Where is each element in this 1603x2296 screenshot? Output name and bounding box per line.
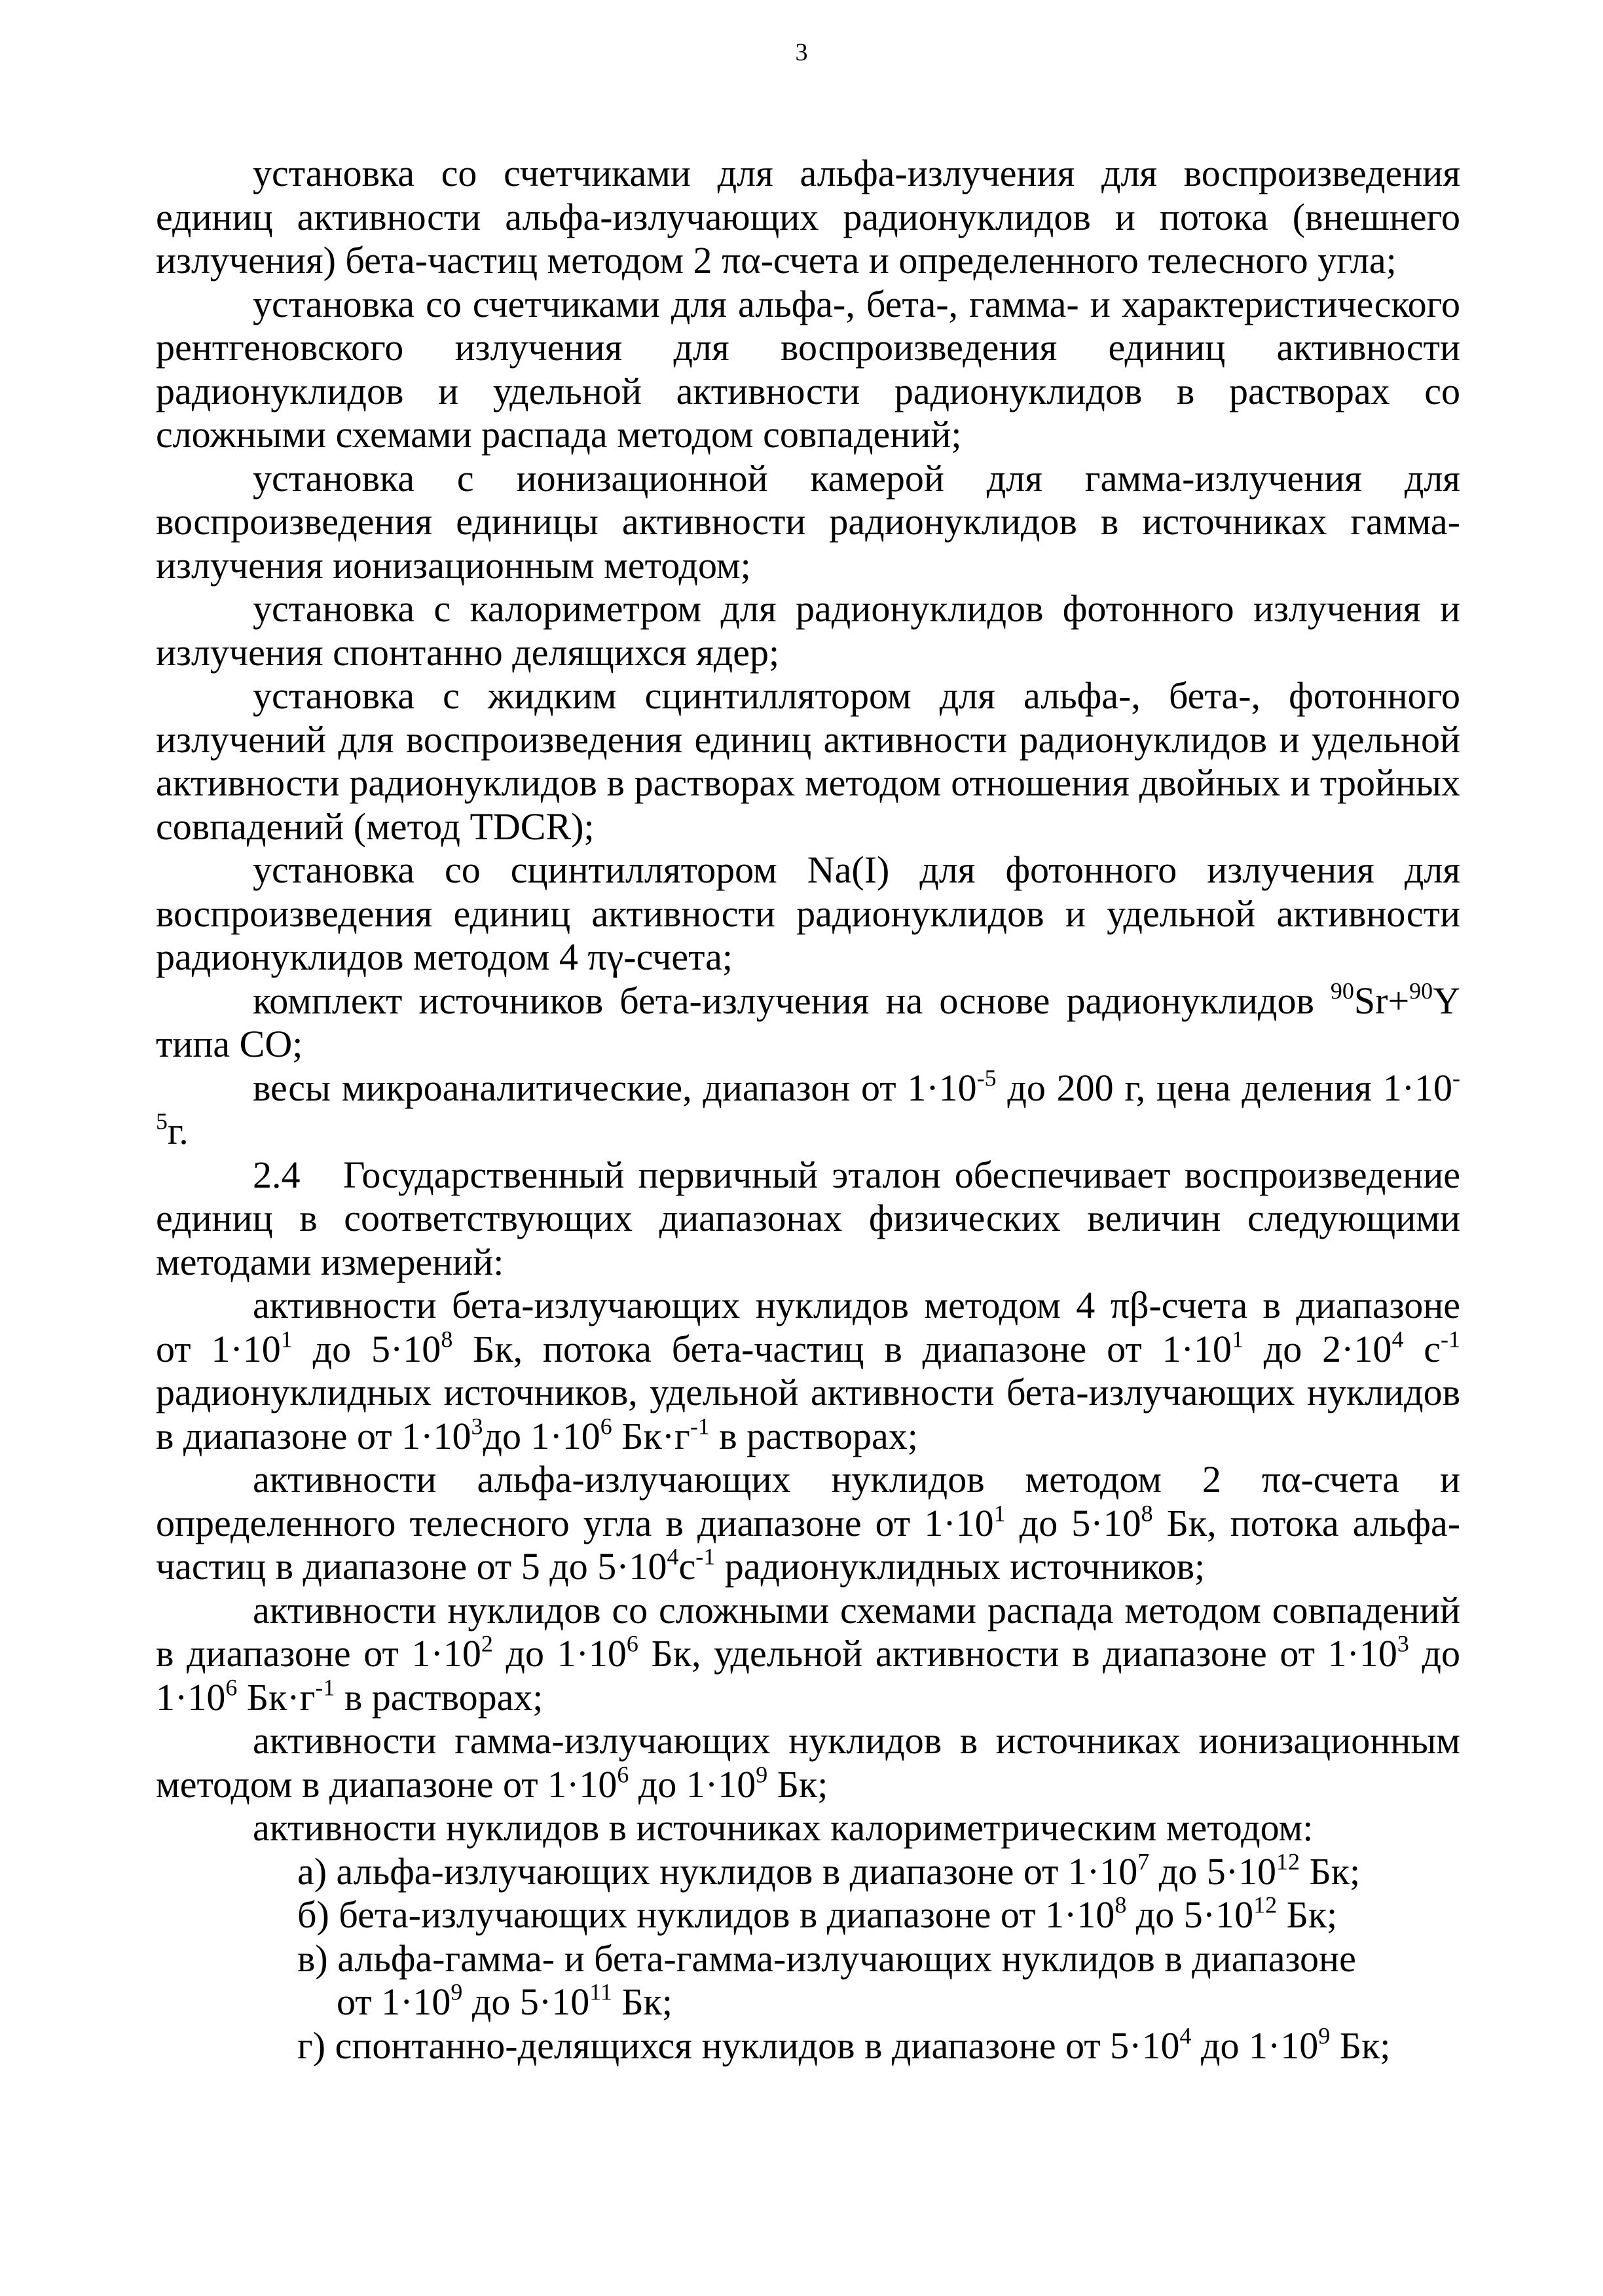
section-2-4: 2.4 Государственный первичный эталон обеспечивает воспроизведение единиц в соответствующих диапазонах физических величин следующими методами измерений: (156, 1153, 1460, 1283)
document-body (156, 152, 1460, 2068)
list-item-a: а) альфа-излучающих нуклидов в диапазоне от $1\cdot 10^7$ до $5\cdot 10^{12}$ Бк; (297, 1848, 1361, 1893)
paragraph-coincidence-counters: установка со счетчиками для альфа-, бета-, гамма- и характеристического рентгеновского излучения для воспроизведения единиц активности радионуклидов и удельной активности радионуклидов в растворах со сложными схемами распада методом совпадений; (156, 282, 1460, 456)
paragraph-nai-scintillator: установка со сцинтиллятором Na(I) для фотонного излучения для воспроизведения единиц активности радионуклидов и удельной активности радионуклидов методом 4 πγ-счета; (156, 848, 1460, 978)
list-item-v-continuation: от $1\cdot 10^9$ до $5\cdot 10^{11}$ Бк; (337, 1978, 673, 2023)
paragraph-complex-decay: активности нуклидов со сложными схемами распада методом совпадений в диапазоне от $1\cdot 10^2$ до $1\cdot 10^6$ Бк, удельной активности в диапазоне от $1\cdot 10^3$ до $1\cdot 10^6$ $Бк\cdot г^{-1}$ в растворах; (156, 1588, 1461, 1719)
section-number: 2.4 (253, 1153, 301, 1196)
list-item-g: г) спонтанно-делящихся нуклидов в диапазоне от $5\cdot 10^4$ до $1\cdot 10^9$ Бк; (297, 2022, 1391, 2067)
paragraph-liquid-scintillator: установка с жидким сцинтиллятором для альфа-, бета-, фотонного излучений для воспроизведения единиц активности радионуклидов и удельной активности радионуклидов в растворах методом отношения двойных и тройных совпадений (метод TDCR); (156, 674, 1460, 848)
page-number: 3 (795, 39, 808, 66)
paragraph-microbalance: весы микроаналитические, диапазон от $1\cdot 10^{-5}$ до 200 г, цена деления $1\cdot 10^{-5}г$. (156, 1065, 1460, 1152)
paragraph-calorimetric-method: активности нуклидов в источниках калориметрическим методом: (253, 1806, 1314, 1849)
paragraph-alpha-counters: установка со счетчиками для альфа-излучения для воспроизведения единиц активности альфа-излучающих радионуклидов и потока (внешнего излучения) бета-частиц методом 2 πα-счета и определенного телесного угла; (156, 152, 1460, 282)
list-item-b: б) бета-излучающих нуклидов в диапазоне от $1\cdot 10^8$ до $5\cdot 10^{12}$ Бк; (297, 1891, 1338, 1936)
paragraph-gamma-activity: активности гамма-излучающих нуклидов в источниках ионизационным методом в диапазоне от $1\cdot 10^6$ до $1\cdot 10^9$ Бк; (156, 1719, 1460, 1806)
paragraph-beta-activity: активности бета-излучающих нуклидов методом 4 πβ-счета в диапазоне от $1\cdot 10^1$ до $5\cdot 10^8$ Бк, потока бета-частиц в диапазоне от $1\cdot 10^1$ до $2\cdot 10^4$ $с^{-1}$ радионуклидных источников, удельной активности бета-излучающих нуклидов в диапазоне от $1\cdot 10^3до$ $1\cdot 10^6$ $Бк\cdot г^{-1}$ в растворах; (156, 1284, 1460, 1457)
paragraph-calorimeter: установка с калориметром для радионуклидов фотонного излучения и излучения спонтанно делящихся ядер; (156, 587, 1460, 674)
paragraph-alpha-activity: активности альфа-излучающих нуклидов методом 2 πα-счета и определенного телесного угла в диапазоне от $1\cdot 10^1$ до $5\cdot 10^8$ Бк, потока альфа-частиц в диапазоне от 5 до $5\cdot 10^4с^{-1}$ радионуклидных источников; (156, 1458, 1461, 1588)
paragraph-ionization-chamber: установка с ионизационной камерой для гамма-излучения для воспроизведения единицы активности радионуклидов в источниках гамма-излучения ионизационным методом; (156, 456, 1460, 587)
list-item-v: в) альфа-гамма- и бета-гамма-излучающих нуклидов в диапазоне (297, 1937, 1356, 1980)
paragraph-beta-sources-kit: комплект источников бета-излучения на основе радионуклидов $^{90}$Sr+$^{90}$Y типа СО; (156, 977, 1460, 1065)
